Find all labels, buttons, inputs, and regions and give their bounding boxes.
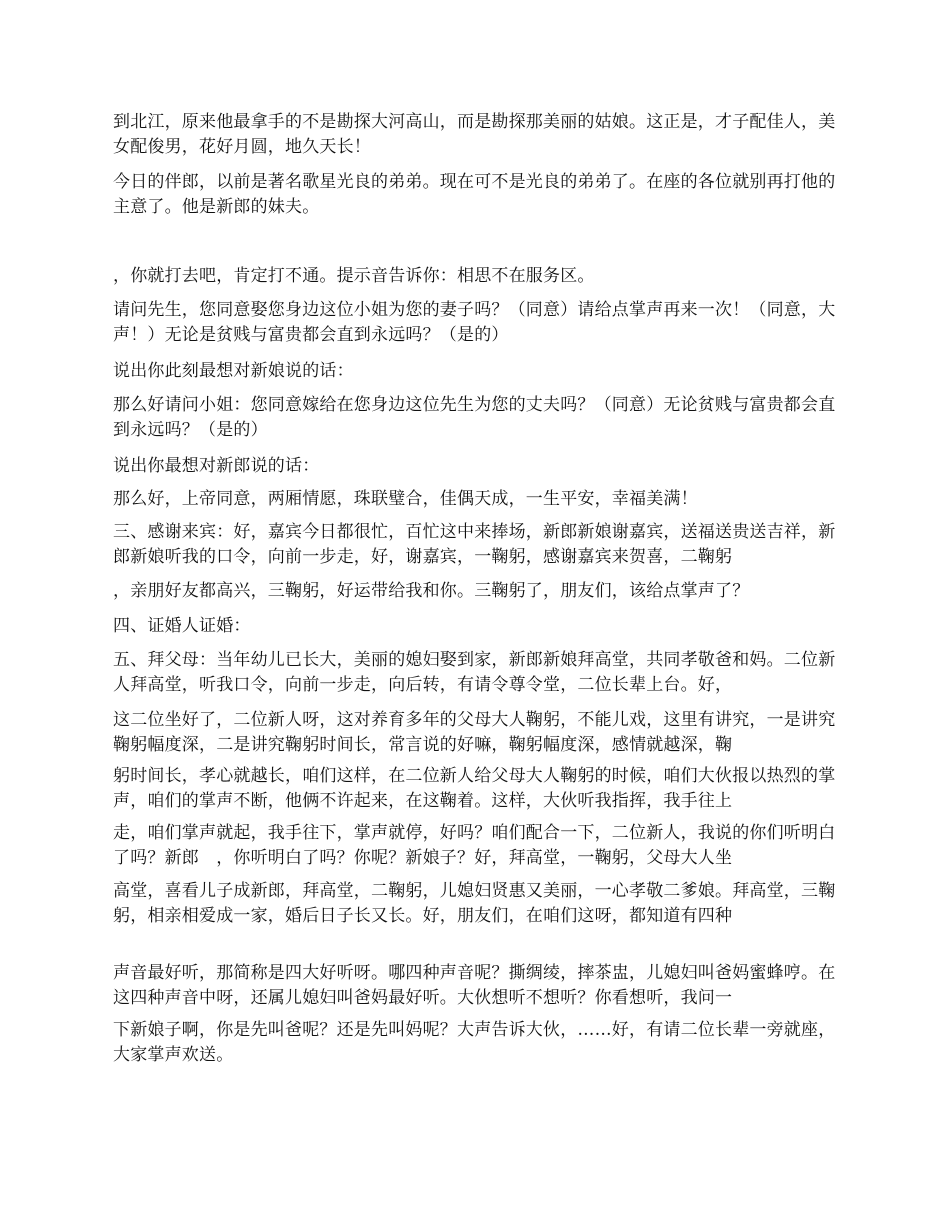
paragraph-13: 这二位坐好了，二位新人呀，这对养育多年的父母大人鞠躬，不能儿戏，这里有讲究，一是讲究鞠躬幅度深，二是讲究鞠躬时间长，常言说的好嘛，鞠躬幅度深，感情就越深，鞠	[113, 710, 836, 755]
paragraph-12: 五、拜父母：当年幼儿已长大，美丽的媳妇娶到家，新郎新娘拜高堂，共同孝敬爸和妈。二位新人拜高堂，听我口令，向前一步走，向后转，有请令尊令堂，二位长辈上台。好，	[113, 650, 836, 695]
paragraph-14: 躬时间长，孝心就越长，咱们这样，在二位新人给父母大人鞠躬的时候，咱们大伙报以热烈的掌声，咱们的掌声不断，他俩不许起来，在这鞠着。这样，大伙听我指挥，我手往上	[113, 766, 836, 811]
paragraph-7: 说出你最想对新郎说的话：	[113, 456, 320, 476]
paragraph-11: 四、证婚人证婚：	[113, 616, 251, 636]
paragraph-5: 说出你此刻最想对新娘说的话：	[113, 361, 354, 381]
paragraph-18: 下新娘子啊，你是先叫爸呢？还是先叫妈呢？大声告诉大伙，……好，有请二位长辈一旁就座，大家掌声欢送。	[113, 1020, 836, 1065]
paragraph-17: 声音最好听，那简称是四大好听呀。哪四种声音呢？撕绸绫，摔茶盅，儿媳妇叫爸妈蜜蜂哼。在这四种声音中呀，还属儿媳妇叫爸妈最好听。大伙想听不想听？你看想听，我问一	[113, 963, 836, 1008]
paragraph-8: 那么好，上帝同意，两厢情愿，珠联璧合，佳偶天成，一生平安，幸福美满！	[113, 489, 698, 509]
paragraph-15: 走，咱们掌声就起，我手往下，掌声就停，好吗？咱们配合一下，二位新人，我说的你们听明白了吗？新郎 ，你听明白了吗？你呢？新娘子？好，拜高堂，一鞠躬，父母大人坐	[113, 823, 836, 868]
paragraph-10: ，亲朋好友都高兴，三鞠躬，好运带给我和你。三鞠躬了，朋友们，该给点掌声了？	[113, 581, 750, 601]
paragraph-9: 三、感谢来宾：好，嘉宾今日都很忙，百忙这中来捧场，新郎新娘谢嘉宾，送福送贵送吉祥，新郎新娘听我的口令，向前一步走，好，谢嘉宾，一鞠躬，感谢嘉宾来贺喜，二鞠躬	[113, 522, 836, 567]
paragraph-16: 高堂，喜看儿子成新郎，拜高堂，二鞠躬，儿媳妇贤惠又美丽，一心孝敬二爹娘。拜高堂，三鞠躬，相亲相爱成一家，婚后日子长又长。好，朋友们，在咱们这呀，都知道有四种	[113, 881, 836, 926]
paragraph-4: 请问先生，您同意娶您身边这位小姐为您的妻子吗？（同意）请给点掌声再来一次！（同意，大声！）无论是贫贱与富贵都会直到永远吗？（是的）	[113, 300, 836, 345]
paragraph-3: ，你就打去吧，肯定打不通。提示音告诉你：相思不在服务区。	[113, 266, 595, 286]
paragraph-1: 到北江，原来他最拿手的不是勘探大河高山，而是勘探那美丽的姑娘。这正是，才子配佳人，美女配俊男，花好月圆，地久天长！	[113, 112, 836, 157]
paragraph-2: 今日的伴郎，以前是著名歌星光良的弟弟。现在可不是光良的弟弟了。在座的各位就别再打他的主意了。他是新郎的妹夫。	[113, 172, 836, 217]
paragraph-6: 那么好请问小姐：您同意嫁给在您身边这位先生为您的丈夫吗？（同意）无论贫贱与富贵都会直到永远吗？（是的）	[113, 395, 836, 440]
